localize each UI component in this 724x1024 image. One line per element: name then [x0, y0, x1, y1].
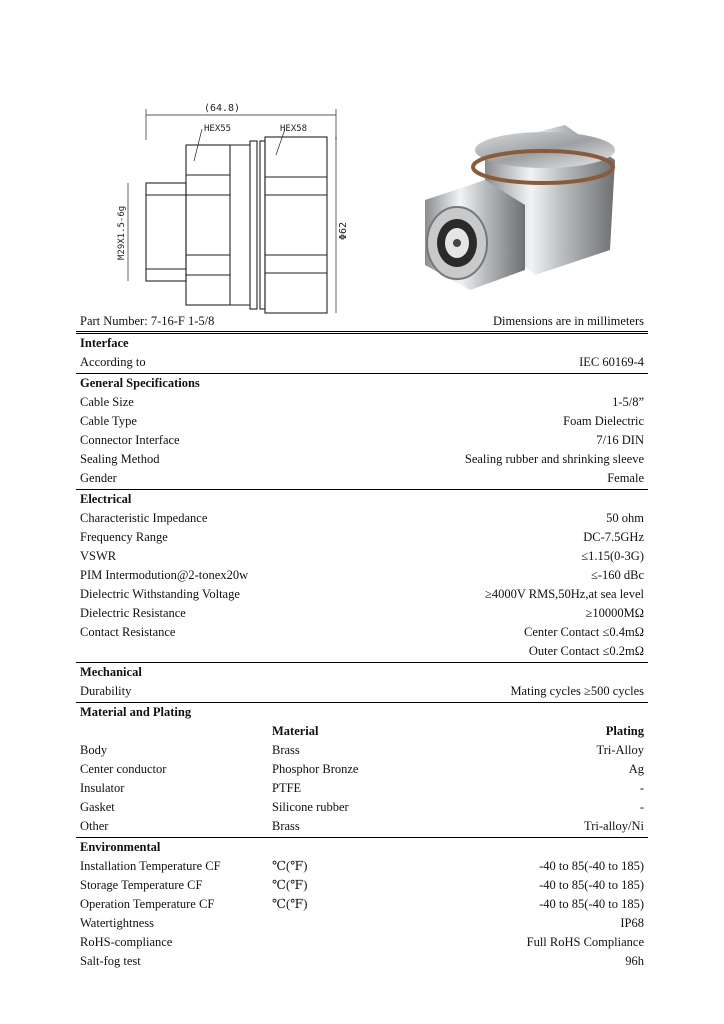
env-row: [76, 952, 648, 971]
plating-value: -: [639, 781, 644, 795]
part-label: Insulator: [80, 781, 125, 795]
spec-value: Female: [607, 471, 644, 485]
material-row: [76, 760, 648, 779]
part-label: Gasket: [80, 800, 115, 814]
spec-label: Characteristic Impedance: [80, 511, 208, 525]
material-header-row: [76, 722, 648, 741]
part-number: Part Number: 7-16-F 1-5/8: [80, 314, 215, 328]
section-title: General Specifications: [80, 376, 200, 390]
spec-label: Sealing Method: [80, 452, 160, 466]
spec-value: 7/16 DIN: [596, 433, 644, 447]
spec-label: Contact Resistance: [80, 625, 176, 639]
spec-row: [76, 623, 648, 642]
spec-label: Operation Temperature CF: [80, 897, 215, 911]
spec-value: ≥4000V RMS,50Hz,at sea level: [484, 587, 644, 601]
spec-label: Connector Interface: [80, 433, 180, 447]
spec-value: 96h: [625, 954, 644, 968]
spec-label: Frequency Range: [80, 530, 168, 544]
spec-label: RoHS-compliance: [80, 935, 173, 949]
material-value: Brass: [272, 743, 300, 757]
plating-value: Tri-Alloy: [596, 743, 644, 757]
hex-right-label: HEX58: [280, 124, 308, 134]
spec-value: ≥10000MΩ: [585, 606, 644, 620]
spec-label: Salt-fog test: [80, 954, 141, 968]
material-row: [76, 798, 648, 817]
section-title: Electrical: [80, 492, 132, 506]
section-electrical: [76, 489, 648, 509]
spec-value: Mating cycles ≥500 cycles: [510, 684, 644, 698]
units-note: Dimensions are in millimeters: [492, 314, 644, 328]
env-row: [76, 933, 648, 952]
part-label: Center conductor: [80, 762, 167, 776]
connector-photo: [415, 105, 625, 310]
spec-value: ≤-160 dBc: [590, 568, 644, 582]
section-material: [76, 702, 648, 722]
material-column-header: Material: [272, 724, 319, 738]
diameter-label: Φ62: [338, 221, 349, 240]
env-row: [76, 876, 648, 895]
plating-value: Ag: [628, 762, 644, 776]
spec-value: -40 to 85(-40 to 185): [539, 897, 644, 911]
unit-value: ℃(℉): [272, 897, 308, 911]
spec-label: Gender: [80, 471, 117, 485]
plating-value: Tri-alloy/Ni: [584, 819, 644, 833]
spec-value: IEC 60169-4: [579, 355, 644, 369]
spec-label: PIM Intermodution@2-tonex20w: [80, 568, 249, 582]
section-interface: [76, 333, 648, 353]
spec-value: 1-5/8”: [612, 395, 644, 409]
section-title: Environmental: [80, 840, 161, 854]
spec-row: [76, 642, 648, 661]
spec-row: [76, 469, 648, 488]
material-value: Phosphor Bronze: [272, 762, 359, 776]
spec-row: [76, 450, 648, 469]
spec-label: Cable Type: [80, 414, 137, 428]
spec-value: Center Contact ≤0.4mΩ: [524, 625, 644, 639]
section-title: Mechanical: [80, 665, 142, 679]
material-row: [76, 741, 648, 760]
overall-dimension-label: (64.8): [203, 103, 241, 114]
spec-value: Sealing rubber and shrinking sleeve: [464, 452, 644, 466]
spec-value: Outer Contact ≤0.2mΩ: [528, 644, 644, 658]
material-row: [76, 779, 648, 798]
spec-row: [76, 547, 648, 566]
spec-label: Durability: [80, 684, 132, 698]
dimension-drawing: [110, 95, 350, 315]
part-header: [76, 312, 648, 332]
hex-left-label: HEX55: [204, 124, 232, 134]
spec-label: According to: [80, 355, 146, 369]
part-label: Other: [80, 819, 109, 833]
spec-label: Cable Size: [80, 395, 134, 409]
spec-row: [76, 431, 648, 450]
spec-label: VSWR: [80, 549, 117, 563]
section-environmental: [76, 837, 648, 857]
material-value: PTFE: [272, 781, 302, 795]
spec-row: [76, 412, 648, 431]
spec-value: IP68: [620, 916, 644, 930]
unit-value: ℃(℉): [272, 859, 308, 873]
env-row: [76, 914, 648, 933]
spec-row: [76, 353, 648, 372]
part-label: Body: [80, 743, 108, 757]
section-mechanical: [76, 662, 648, 682]
spec-value: -40 to 85(-40 to 185): [539, 878, 644, 892]
spec-value: Full RoHS Compliance: [526, 935, 644, 949]
material-value: Brass: [272, 819, 300, 833]
spec-label: Installation Temperature CF: [80, 859, 221, 873]
plating-column-header: Plating: [605, 724, 644, 738]
spec-value: DC-7.5GHz: [583, 530, 644, 544]
thread-label: M29X1.5-6g: [117, 205, 127, 260]
material-row: [76, 817, 648, 836]
spec-label: Watertightness: [80, 916, 154, 930]
spec-value: ≤1.15(0-3G): [581, 549, 644, 563]
section-title: Interface: [80, 336, 129, 350]
spec-value: 50 ohm: [606, 511, 644, 525]
spec-row: [76, 509, 648, 528]
spec-row: [76, 585, 648, 604]
spec-label: Dielectric Resistance: [80, 606, 186, 620]
spec-value: -40 to 85(-40 to 185): [539, 859, 644, 873]
spec-row: [76, 528, 648, 547]
plating-value: -: [639, 800, 644, 814]
section-general: [76, 373, 648, 393]
unit-value: ℃(℉): [272, 878, 308, 892]
spec-row: [76, 682, 648, 701]
material-value: Silicone rubber: [272, 800, 349, 814]
spec-value: Foam Dielectric: [563, 414, 644, 428]
spec-label: Dielectric Withstanding Voltage: [80, 587, 240, 601]
section-title: Material and Plating: [80, 705, 192, 719]
spec-label: Storage Temperature CF: [80, 878, 203, 892]
env-row: [76, 857, 648, 876]
spec-sheet: [76, 312, 648, 971]
spec-row: [76, 604, 648, 623]
spec-row: [76, 566, 648, 585]
spec-row: [76, 393, 648, 412]
env-row: [76, 895, 648, 914]
